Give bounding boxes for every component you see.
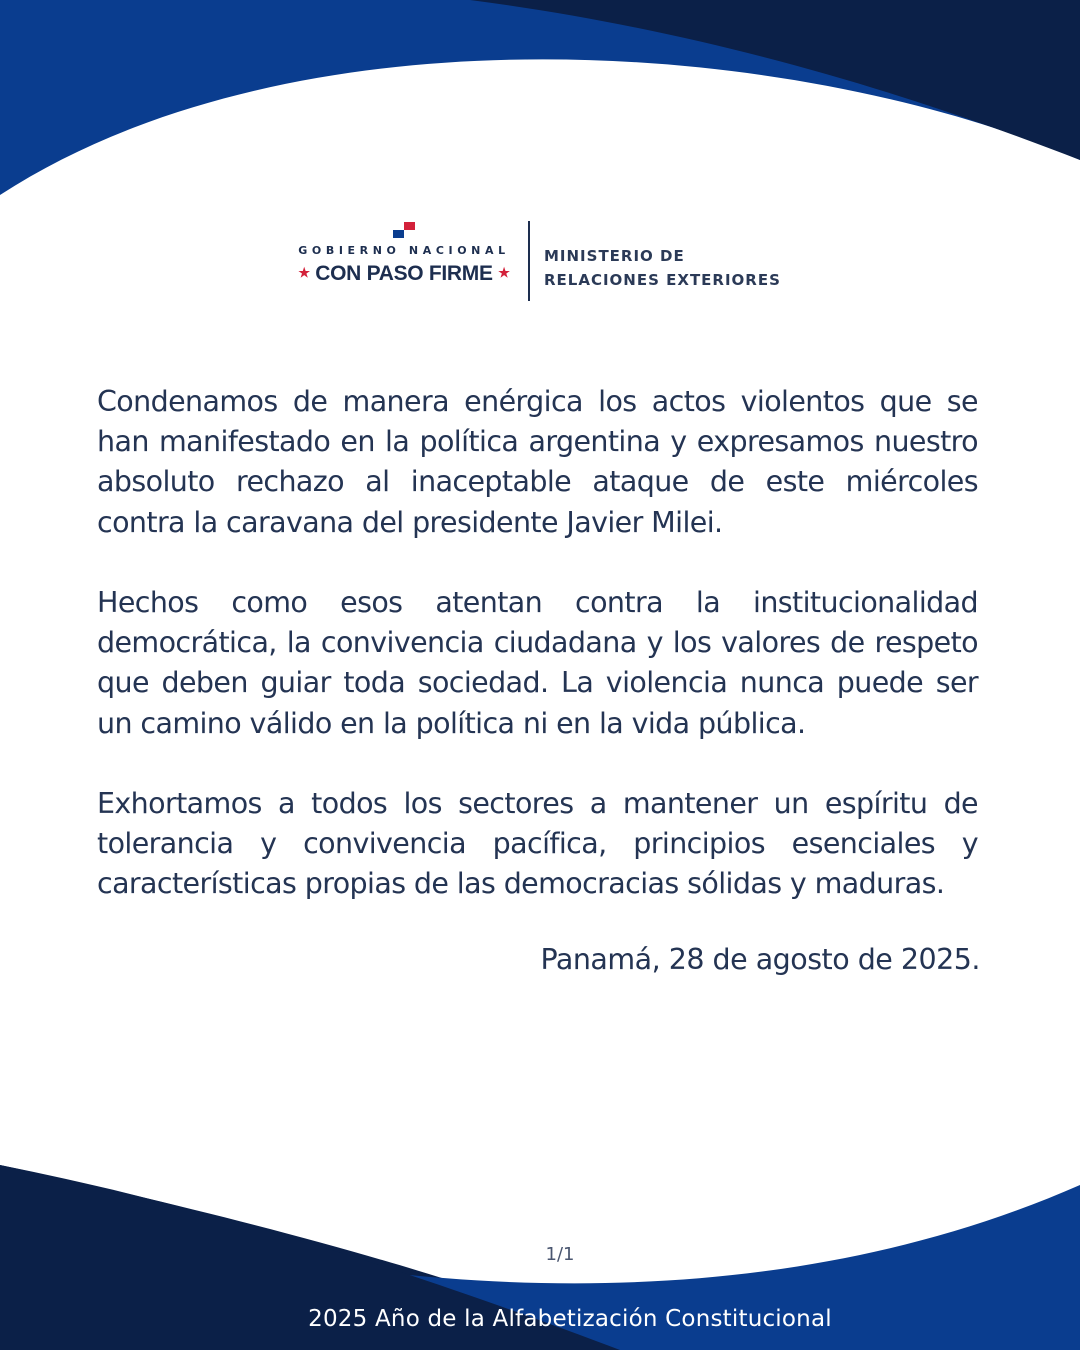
paragraph: Exhortamos a todos los sectores a mantener un espíritu de tolerancia y convivencia pacífica, principios esenciales y características propias de las democracias sólidas y maduras. (97, 787, 978, 901)
ministry-name (544, 244, 781, 292)
paragraph: Condenamos de manera enérgica los actos violentos que se han manifestado en la política argentina y expresamos nuestro absoluto rechazo al inaceptable ataque de este miércoles contra la caravana del presidente Javier Milei. (97, 385, 978, 539)
star-icon: ★ (298, 265, 310, 280)
ministry-line-1: MINISTERIO DE (544, 247, 685, 265)
page-number: 1/1 (545, 1244, 575, 1265)
logo-divider (528, 221, 530, 301)
slogan-text: CON PASO FIRME (315, 262, 493, 285)
footer-tagline: 2025 Año de la Alfabetización Constitucional (308, 1306, 832, 1332)
gobierno-nacional-label: GOBIERNO NACIONAL (298, 244, 510, 257)
panama-flag-icon (393, 222, 415, 238)
statement-body (97, 382, 978, 945)
paragraph: Hechos como esos atentan contra la institucionalidad democrática, la convivencia ciudadana y los valores de respeto que deben guiar toda sociedad. La violencia nunca puede ser un camino válido en la política ni en la vida pública. (97, 586, 978, 740)
slogan (290, 262, 518, 286)
ministry-line-2: RELACIONES EXTERIORES (544, 271, 781, 289)
date-line: Panamá, 28 de agosto de 2025. (540, 943, 980, 976)
star-icon: ★ (498, 265, 510, 280)
